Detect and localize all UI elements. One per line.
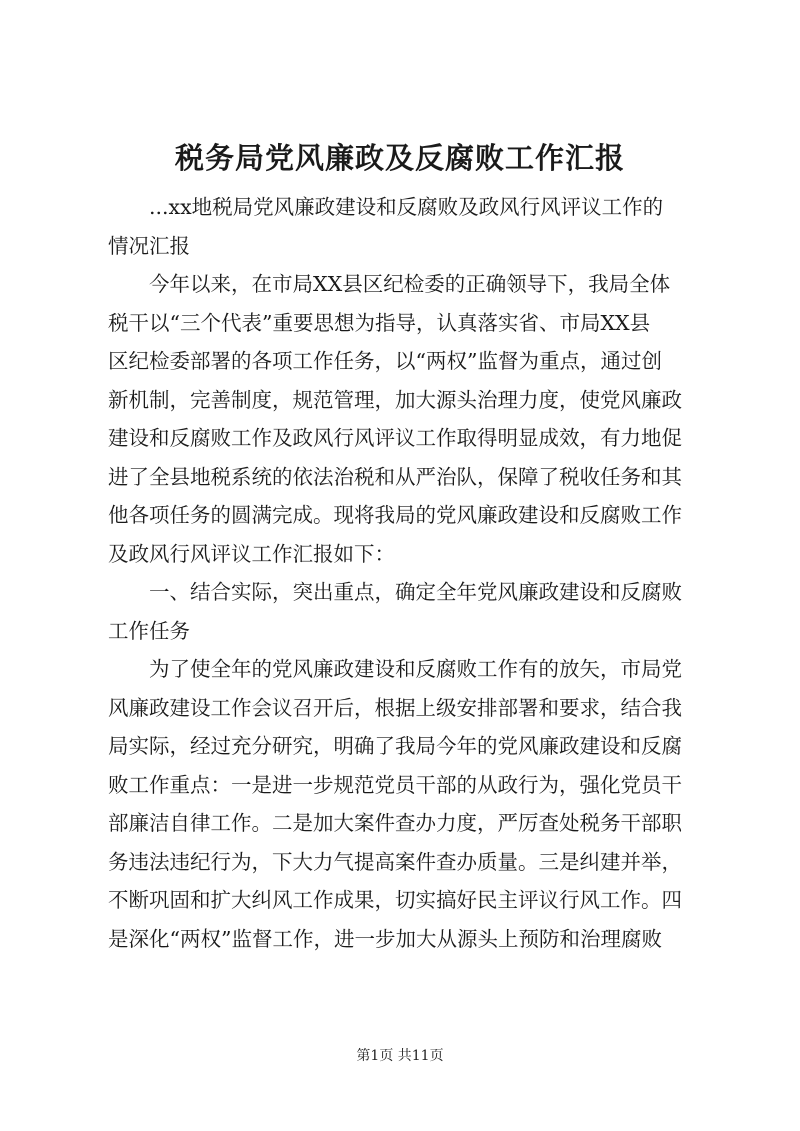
document-title: 税务局党风廉政及反腐败工作汇报 — [174, 141, 625, 175]
text-line: 情况汇报 — [108, 233, 190, 258]
text-line: 新机制，完善制度，规范管理，加大源头治理力度，使党风廉政 — [108, 387, 682, 412]
text-line: 不断巩固和扩大纠风工作成果，切实搞好民主评议行风工作。四 — [108, 888, 682, 912]
text-line: 败工作重点：一是进一步规范党员干部的从政行为，强化党员干 — [108, 772, 682, 797]
text-line: 税干以“三个代表”重要思想为指导，认真落实省、市局XX县 — [108, 310, 651, 335]
section-heading-line: 一、结合实际，突出重点，确定全年党风廉政建设和反腐败 — [149, 580, 682, 604]
text-line: 部廉洁自律工作。二是加大案件查办力度，严厉查处税务干部职 — [108, 811, 682, 835]
text-line: 及政风行风评议工作汇报如下： — [108, 541, 395, 566]
text-line: 是深化“两权”监督工作，进一步加大从源头上预防和治理腐败 — [108, 926, 662, 951]
section-heading-line: 工作任务 — [108, 618, 190, 643]
text-line: ...xx地税局党风廉政建设和反腐败及政风行风评议工作的 — [149, 195, 664, 219]
text-line: 建设和反腐败工作及政风行风评议工作取得明显成效，有力地促 — [108, 426, 682, 450]
text-line: 局实际，经过充分研究，明确了我局今年的党风廉政建设和反腐 — [108, 734, 682, 758]
text-line: 为了使全年的党风廉政建设和反腐败工作有的放矢，市局党 — [149, 657, 682, 681]
text-line: 区纪检委部署的各项工作任务，以“两权”监督为重点，通过创 — [108, 349, 662, 373]
document-body — [108, 188, 708, 958]
text-line: 今年以来，在市局XX县区纪检委的正确领导下，我局全体 — [149, 272, 671, 296]
text-line: 风廉政建设工作会议召开后，根据上级安排部署和要求，结合我 — [108, 695, 682, 720]
text-line: 进了全县地税系统的依法治税和从严治队，保障了税收任务和其 — [108, 464, 682, 489]
text-line: 他各项任务的圆满完成。现将我局的党风廉政建设和反腐败工作 — [108, 503, 682, 527]
text-line: 务违法违纪行为，下大力气提高案件查办质量。三是纠建并举， — [108, 849, 682, 874]
page-footer: 第1页 共11页 — [356, 1048, 444, 1064]
